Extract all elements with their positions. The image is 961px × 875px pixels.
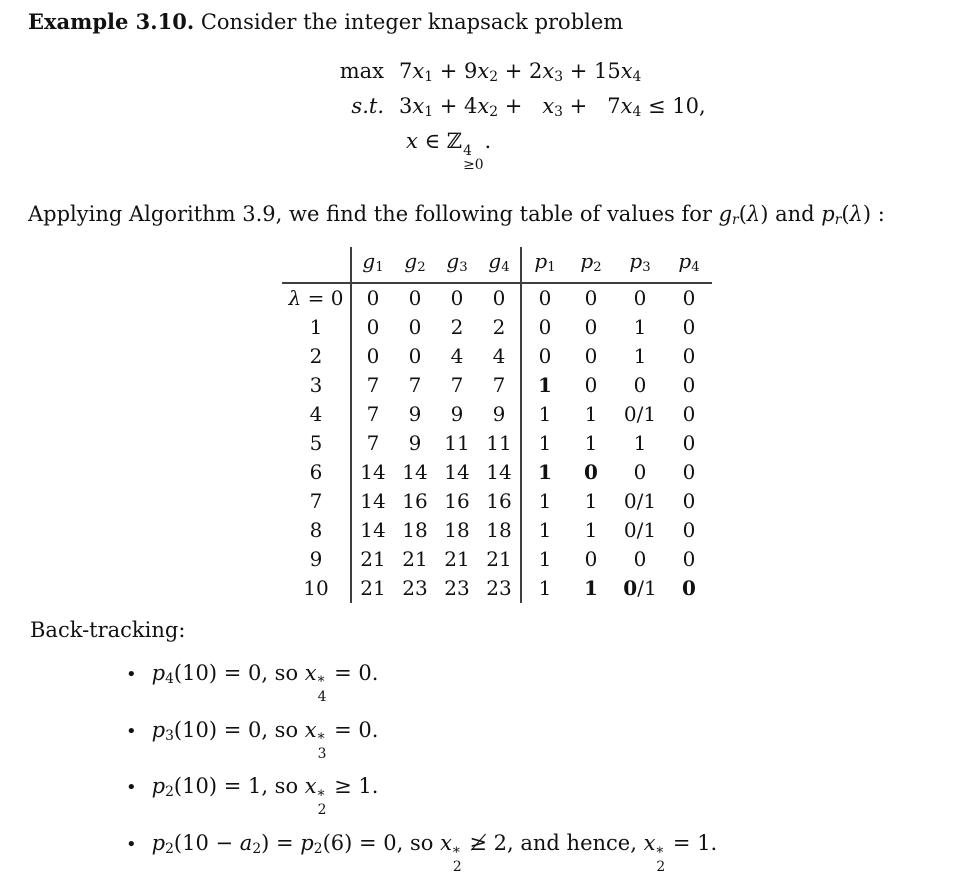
table-cell: 9 xyxy=(408,401,422,426)
table-cell: 0 xyxy=(584,372,598,397)
domain-expression xyxy=(399,129,491,173)
math-text: 3 xyxy=(399,94,413,119)
table-row xyxy=(282,313,712,342)
table-cell: 1 xyxy=(633,343,647,368)
table-row xyxy=(282,429,712,458)
column-header xyxy=(351,247,394,283)
table-cell: 1 xyxy=(538,430,552,455)
math-text: + 9 xyxy=(433,59,478,83)
table-row xyxy=(282,400,712,429)
math-text: p xyxy=(151,830,166,855)
table-cell: 0 xyxy=(408,314,422,339)
math-text: and xyxy=(768,201,822,226)
math-text: 2 xyxy=(309,343,323,368)
table-cell: 1 xyxy=(584,430,598,455)
row-label xyxy=(282,429,351,458)
table-cell: 0 xyxy=(584,546,598,571)
math-text: ) xyxy=(760,201,769,226)
math-text: ( xyxy=(841,201,850,226)
table-cell: 9 xyxy=(478,400,521,429)
math-text: ( xyxy=(738,201,747,226)
backtracking-item xyxy=(126,831,933,875)
math-text: x xyxy=(620,59,633,83)
math-text: p xyxy=(678,248,692,273)
table-cell: 0 xyxy=(408,285,422,310)
table-row xyxy=(282,574,712,603)
bullet-icon: • xyxy=(126,720,137,742)
math-text: g xyxy=(488,248,502,273)
table-cell: 14 xyxy=(444,459,470,484)
table-cell: 14 xyxy=(360,488,386,513)
math-text: r xyxy=(834,211,842,228)
bullet-icon: • xyxy=(126,663,137,685)
math-text: (10) = 0, so xyxy=(173,660,305,685)
math-text: (10) = 1, so xyxy=(173,774,305,799)
supsub: 4 ≥0 xyxy=(463,142,484,174)
table-cell: 1 xyxy=(584,401,598,426)
objective-expression xyxy=(399,59,641,85)
math-text: λ xyxy=(849,201,863,226)
supsub: * 2 xyxy=(452,844,462,875)
table-cell: 0 xyxy=(682,314,696,339)
math-text: + 15 xyxy=(563,59,621,83)
math-text: x xyxy=(643,830,656,855)
table-cell: 14 xyxy=(360,517,386,542)
table-cell: 4 xyxy=(450,343,464,368)
bullet-text xyxy=(152,661,379,705)
table-cell: 11 xyxy=(478,429,521,458)
constraint-label xyxy=(334,94,384,118)
math-text: p xyxy=(534,248,548,273)
table-cell: 14 xyxy=(360,459,386,484)
table-cell: 7 xyxy=(478,371,521,400)
table-cell: 0 xyxy=(682,343,696,368)
table-cell: 1 xyxy=(584,517,598,542)
row-label xyxy=(282,371,351,400)
table-header-row xyxy=(282,247,712,283)
table-cell: 1 xyxy=(584,575,598,600)
math-text: (10) = 0, so xyxy=(173,717,305,742)
math-text: + xyxy=(498,94,543,119)
table-row xyxy=(282,545,712,574)
math-text: (6) = 0, so xyxy=(322,830,441,855)
column-header xyxy=(521,247,568,283)
table-cell: 1 xyxy=(538,575,552,600)
math-text: 7 xyxy=(309,488,323,513)
table-cell: 14 xyxy=(402,459,428,484)
math-text: x xyxy=(304,660,317,685)
constraint-row xyxy=(334,94,933,120)
math-text: 3 xyxy=(554,69,564,86)
backtracking-list xyxy=(126,661,933,875)
math-text: 1 xyxy=(309,314,323,339)
table-cell: 18 xyxy=(444,517,470,542)
math-text: x xyxy=(542,59,555,83)
table-cell: 0 xyxy=(584,285,598,310)
table-cell: 21 xyxy=(360,546,386,571)
math-text: 4 xyxy=(165,670,174,687)
math-text: + 4 xyxy=(433,94,478,119)
values-table-wrapper xyxy=(282,247,933,603)
math-text: Applying Algorithm 3.9, we find the following table of values for xyxy=(28,201,719,226)
table-cell: 7 xyxy=(366,430,380,455)
math-text: p xyxy=(629,248,643,273)
math-text: + 7 xyxy=(563,94,621,119)
math-text: 4 xyxy=(691,259,700,275)
math-text: 3 xyxy=(165,727,174,744)
table-cell: 1 xyxy=(538,517,552,542)
backtracking-item xyxy=(126,661,933,705)
column-header xyxy=(436,247,478,283)
table-cell: 7 xyxy=(366,401,380,426)
backtracking-item xyxy=(126,718,933,762)
math-text: = 0. xyxy=(327,717,379,742)
table-cell: 16 xyxy=(478,487,521,516)
math-text: 3 xyxy=(459,259,468,275)
row-label xyxy=(282,516,351,545)
math-text: 7 xyxy=(399,59,413,83)
table-cell: 23 xyxy=(478,574,521,603)
math-text: x xyxy=(477,94,490,119)
math-text: p xyxy=(821,201,835,226)
math-text: g xyxy=(446,248,460,273)
math-text: 2 xyxy=(489,69,499,86)
math-text: ℤ xyxy=(446,129,463,154)
values-table xyxy=(282,247,712,603)
bullet-icon: • xyxy=(126,777,137,799)
math-text: p xyxy=(151,660,166,685)
table-head xyxy=(282,247,712,283)
row-label xyxy=(282,283,351,313)
math-text: 1 xyxy=(424,69,434,86)
table-cell: 0/1 xyxy=(623,488,657,513)
table-cell: 1 xyxy=(538,401,552,426)
table-cell: 0/1 xyxy=(623,401,657,426)
math-text: 1 xyxy=(547,259,556,275)
intro-paragraph xyxy=(28,202,933,228)
table-cell: 0 xyxy=(366,343,380,368)
math-text: 4 xyxy=(632,104,642,121)
table-cell: 0 xyxy=(478,283,521,313)
math-text: r xyxy=(732,211,739,228)
math-text: 2 xyxy=(313,841,323,858)
table-cell: 0 xyxy=(682,546,696,571)
table-cell: 18 xyxy=(478,516,521,545)
table-cell: 0 xyxy=(682,488,696,513)
example-title-text: Consider the integer knapsack problem xyxy=(194,10,624,34)
table-cell: 23 xyxy=(402,575,428,600)
table-cell: 16 xyxy=(444,488,470,513)
table-cell xyxy=(614,574,666,603)
math-text: g xyxy=(404,248,418,273)
math-text: p xyxy=(151,717,166,742)
math-text: 2 xyxy=(165,841,174,858)
math-text: x xyxy=(412,94,425,119)
math-text: x xyxy=(406,129,418,154)
table-cell: 0 xyxy=(633,459,647,484)
table-cell: 0 xyxy=(584,314,598,339)
table-row xyxy=(282,283,712,313)
table-corner xyxy=(282,247,351,283)
math-text: 8 xyxy=(309,517,323,542)
table-cell: 0 xyxy=(682,459,696,484)
math-text: : xyxy=(871,201,885,226)
column-header xyxy=(568,247,614,283)
table-cell: 1 xyxy=(538,546,552,571)
math-text: g xyxy=(362,248,376,273)
supsub: * 3 xyxy=(317,731,327,762)
column-header xyxy=(614,247,666,283)
supsub: * 2 xyxy=(317,787,327,819)
example-title-number: Example 3.10. xyxy=(28,9,195,34)
column-header xyxy=(394,247,436,283)
math-text: p xyxy=(151,774,166,799)
table-row xyxy=(282,342,712,371)
math-text: = 0. xyxy=(327,660,379,685)
table-cell: 14 xyxy=(478,458,521,487)
table-cell: 23 xyxy=(444,575,470,600)
table-cell: 7 xyxy=(366,372,380,397)
math-text: 1 xyxy=(375,259,384,275)
table-cell: 18 xyxy=(402,517,428,542)
math-text: x xyxy=(440,830,452,855)
math-text: 2 xyxy=(417,259,426,275)
row-label xyxy=(282,487,351,516)
objective-row xyxy=(334,59,933,85)
equation-block xyxy=(334,59,933,173)
supsub: * 4 xyxy=(317,674,327,705)
table-cell: 1 xyxy=(633,430,647,455)
table-cell: 7 xyxy=(408,372,422,397)
table-cell: 9 xyxy=(408,430,422,455)
table-cell: 0 xyxy=(682,430,696,455)
table-cell: 11 xyxy=(444,430,470,455)
math-text: x xyxy=(477,59,490,83)
table-row xyxy=(282,487,712,516)
table-cell: 21 xyxy=(402,546,428,571)
table-row xyxy=(282,458,712,487)
table-cell: 1 xyxy=(538,372,552,397)
table-cell: 0 xyxy=(682,575,696,600)
table-row xyxy=(282,516,712,545)
math-text: 4 xyxy=(501,259,510,275)
table-cell: 9 xyxy=(450,401,464,426)
math-text: = 0 xyxy=(301,285,344,310)
math-text: x xyxy=(620,94,633,119)
backtracking-item xyxy=(126,774,933,818)
table-cell: 0 xyxy=(450,285,464,310)
math-text: + 2 xyxy=(498,59,543,83)
math-text: x xyxy=(304,717,317,742)
bullet-text xyxy=(152,718,379,762)
math-text: 3 xyxy=(309,372,323,397)
table-cell: 0 xyxy=(682,285,696,310)
row-label xyxy=(282,545,351,574)
table-cell: 0 xyxy=(682,372,696,397)
math-text: 4 xyxy=(309,401,323,426)
math-text: λ xyxy=(288,285,302,310)
supsub: * 2 xyxy=(656,844,666,875)
math-text: 1 xyxy=(424,104,434,121)
math-text: 9 xyxy=(309,546,323,571)
row-label xyxy=(282,400,351,429)
table-cell: 2 xyxy=(478,313,521,342)
math-text: max xyxy=(339,59,384,83)
table-cell: 21 xyxy=(478,545,521,574)
column-header xyxy=(478,247,521,283)
math-text: 2 xyxy=(252,841,262,858)
math-text: ) xyxy=(862,201,872,226)
math-text: = 1. xyxy=(666,830,718,855)
bullet-icon: • xyxy=(126,833,137,855)
math-text: 5 xyxy=(309,430,323,455)
table-cell: 0 xyxy=(584,459,598,484)
table-cell: 0 xyxy=(408,343,422,368)
math-text: ) = xyxy=(261,830,301,855)
math-text: (10 − xyxy=(173,830,240,855)
table-cell: 1 xyxy=(538,459,552,484)
table-cell: 0/1 xyxy=(623,517,657,542)
table-cell: 21 xyxy=(444,546,470,571)
math-text: 4 xyxy=(632,69,642,86)
math-text: x xyxy=(304,774,317,799)
column-header xyxy=(666,247,712,283)
domain-row xyxy=(334,129,933,173)
math-text: λ xyxy=(746,201,761,226)
math-text: s.t. xyxy=(351,94,384,119)
row-label xyxy=(282,313,351,342)
bullet-text xyxy=(152,774,379,818)
row-label xyxy=(282,458,351,487)
table-cell: 0 xyxy=(538,285,552,310)
table-cell: 0 xyxy=(633,546,647,571)
table-cell: 0 xyxy=(538,343,552,368)
table-row xyxy=(282,371,712,400)
math-text: p xyxy=(300,830,314,855)
table-cell: 21 xyxy=(360,575,386,600)
cell-part: 0 xyxy=(623,575,638,600)
table-cell: 0 xyxy=(538,314,552,339)
math-text: 3 xyxy=(554,104,563,121)
example-title xyxy=(28,9,933,34)
table-cell: 2 xyxy=(450,314,464,339)
table-body xyxy=(282,283,712,603)
bullet-text xyxy=(152,831,718,875)
math-text: ∈ xyxy=(417,129,447,154)
table-cell: 0 xyxy=(584,343,598,368)
math-text: ≥ 1. xyxy=(327,774,379,799)
table-cell: 0 xyxy=(682,517,696,542)
row-label xyxy=(282,574,351,603)
math-text: x xyxy=(412,59,425,83)
cell-part: /1 xyxy=(637,575,657,600)
math-text: ≱ 2, and hence, xyxy=(462,830,644,855)
table-cell: 7 xyxy=(450,372,464,397)
math-text: a xyxy=(239,830,253,855)
backtracking-heading: Back-tracking: xyxy=(30,617,186,642)
math-text: x xyxy=(542,94,555,119)
table-cell: 1 xyxy=(584,488,598,513)
objective-label xyxy=(334,59,384,83)
table-cell: 1 xyxy=(538,488,552,513)
math-text: 10 xyxy=(303,575,329,600)
math-text: 6 xyxy=(309,459,323,484)
table-cell: 1 xyxy=(633,314,647,339)
table-cell: 0 xyxy=(366,314,380,339)
math-text: g xyxy=(718,201,733,226)
math-text: . xyxy=(484,129,492,154)
math-text: 2 xyxy=(489,104,499,121)
math-text: p xyxy=(580,248,594,273)
table-cell: 0 xyxy=(633,372,647,397)
constraint-expression xyxy=(399,94,706,120)
table-cell: 0 xyxy=(366,285,380,310)
table-cell: 16 xyxy=(402,488,428,513)
math-text: 3 xyxy=(642,259,651,275)
row-label xyxy=(282,342,351,371)
table-cell: 0 xyxy=(633,285,647,310)
math-text: 2 xyxy=(165,784,174,801)
math-text: ≤ 10, xyxy=(641,94,706,119)
math-text: 2 xyxy=(593,259,602,275)
table-cell: 4 xyxy=(478,342,521,371)
table-cell: 0 xyxy=(682,401,696,426)
